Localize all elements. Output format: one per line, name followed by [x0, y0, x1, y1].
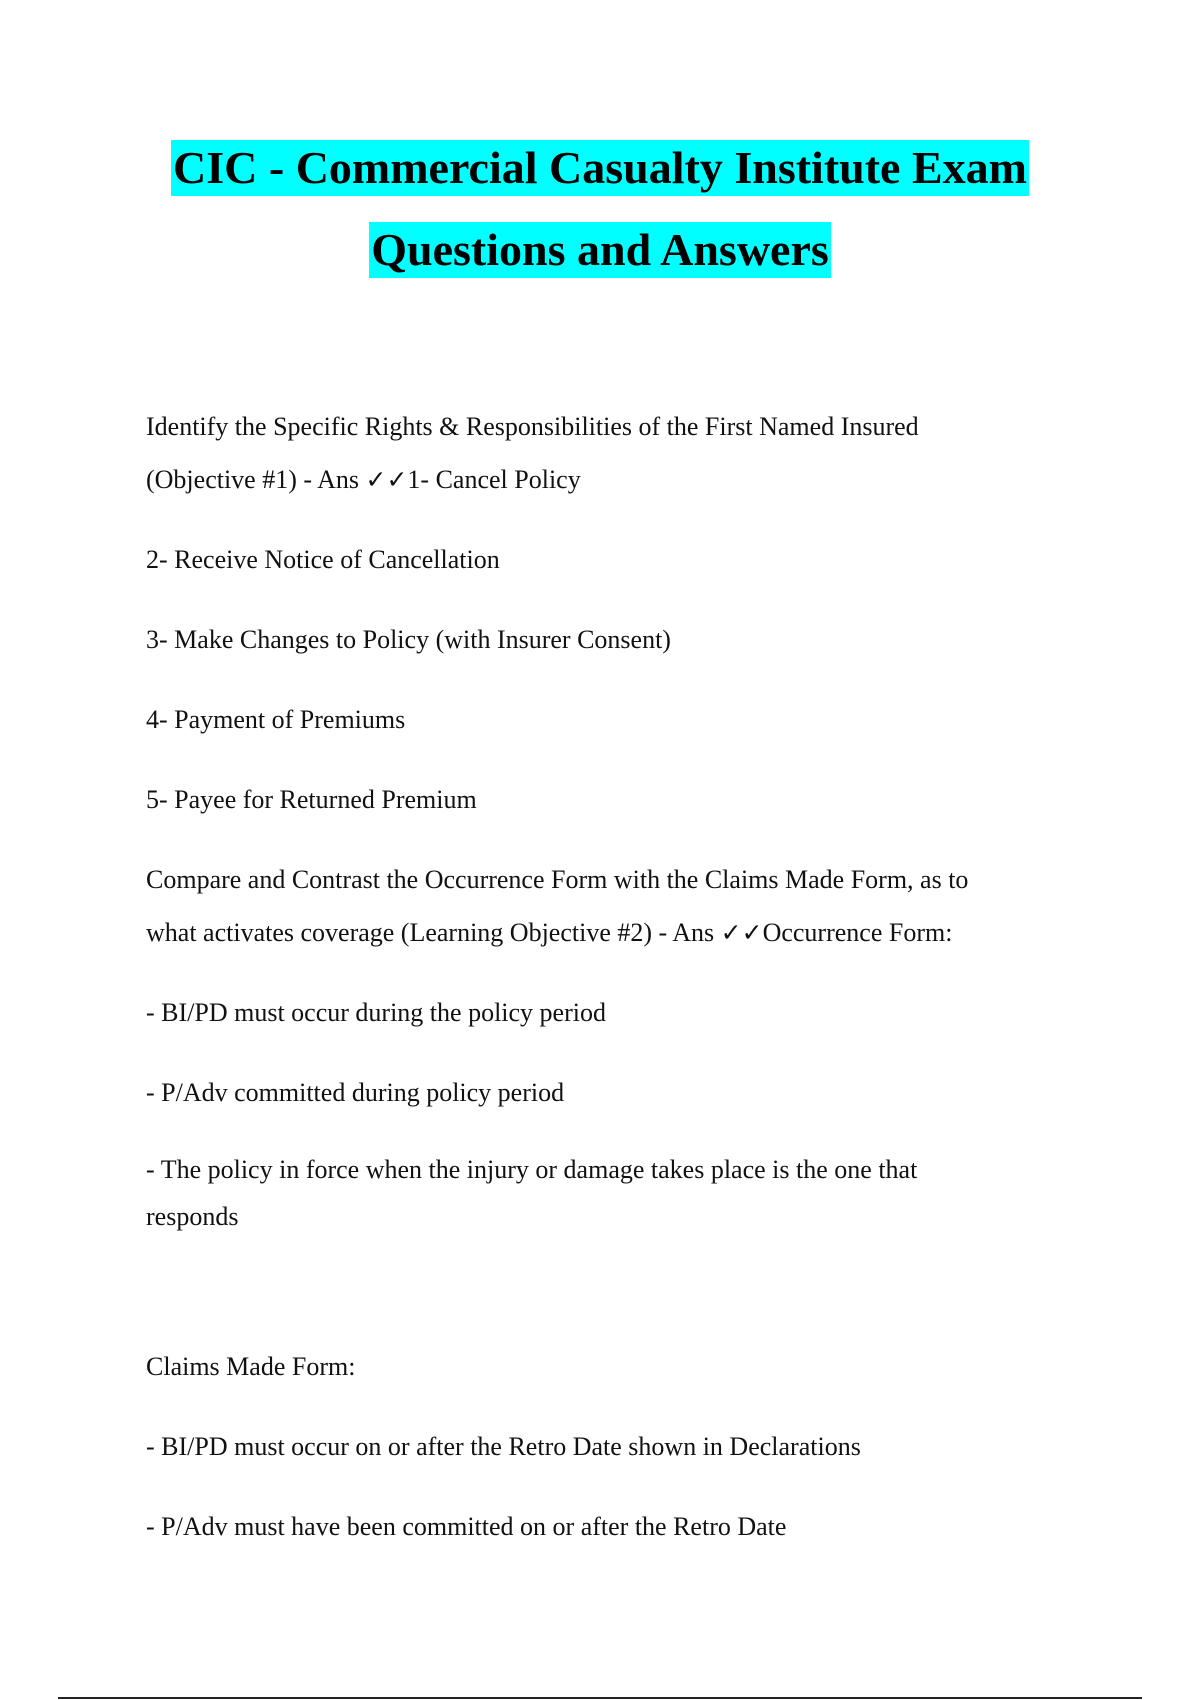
answer-1-item-2: 2- Receive Notice of Cancellation	[146, 545, 500, 574]
occurrence-point-3	[146, 1146, 1066, 1240]
question-1-text-part1: Identify the Specific Rights & Responsibilities of the First Named Insured	[146, 412, 919, 441]
question-2-text-part1: Compare and Contrast the Occurrence Form with the Claims Made Form, as to	[146, 865, 969, 894]
double-check-icon: ✓✓	[365, 465, 408, 494]
double-check-icon: ✓✓	[720, 918, 763, 947]
claims-made-point-1: - BI/PD must occur on or after the Retro Date shown in Declarations	[146, 1432, 861, 1461]
answer-1-item-3: 3- Make Changes to Policy (with Insurer Consent)	[146, 625, 671, 654]
document-title	[0, 140, 1200, 278]
document-body	[146, 400, 1066, 1580]
question-1	[146, 400, 1066, 506]
question-1-text-part2: (Objective #1) - Ans	[146, 465, 366, 494]
occurrence-point-3-part2: responds	[146, 1202, 239, 1231]
title-line-1: CIC - Commercial Casualty Institute Exam	[171, 140, 1029, 196]
answer-1-item-4: 4- Payment of Premiums	[146, 705, 406, 734]
occurrence-point-1: - BI/PD must occur during the policy period	[146, 998, 606, 1027]
footer-rule	[58, 1697, 1142, 1699]
paragraph-spacer	[146, 1267, 1066, 1340]
occurrence-point-3-part1: - The policy in force when the injury or damage takes place is the one that	[146, 1155, 918, 1184]
occurrence-form-heading: Occurrence Form:	[762, 918, 953, 947]
question-2-text-part2: what activates coverage (Learning Objective #2) - Ans	[146, 918, 721, 947]
claims-made-heading: Claims Made Form:	[146, 1352, 356, 1381]
answer-1-item-5: 5- Payee for Returned Premium	[146, 785, 477, 814]
answer-1-item-1: 1- Cancel Policy	[407, 465, 581, 494]
claims-made-point-2: - P/Adv must have been committed on or after the Retro Date	[146, 1512, 787, 1541]
occurrence-point-2: - P/Adv committed during policy period	[146, 1078, 565, 1107]
title-line-2: Questions and Answers	[369, 222, 831, 278]
question-2	[146, 853, 1066, 959]
